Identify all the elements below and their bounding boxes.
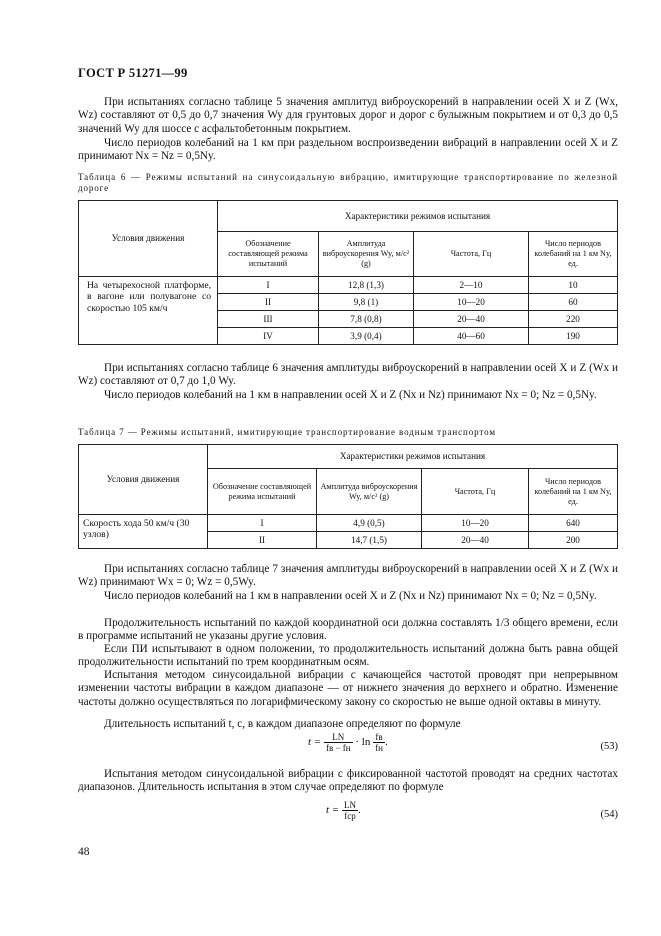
table-6-header-frequency: Частота, Гц — [414, 232, 529, 277]
table-7-header-frequency: Частота, Гц — [422, 469, 529, 515]
table-6-caption: Таблица 6 — Режимы испытаний на синусоидальную вибрацию, имитирующие транспортирование по железной дороге — [78, 172, 618, 193]
table-7-cell-frequency: 10—20 — [422, 515, 529, 532]
table-6-cell-periods: 10 — [529, 277, 618, 294]
table-6-cell-amplitude: 7,8 (0,8) — [319, 311, 414, 328]
paragraph-3: При испытаниях согласно таблице 6 значения амплитуды виброускорений в направлении осей X и Z (Wx и Wz) составляют от 0,7 до 1,0 Wy. — [78, 362, 618, 388]
table-7-header-mode: Обозначение составляющей режима испытаний — [208, 469, 317, 515]
paragraph-10: Длительность испытаний t, с, в каждом диапазоне определяют по формуле — [104, 718, 461, 730]
table-6 — [78, 200, 618, 345]
table-6-cell-amplitude: 9,8 (1) — [319, 294, 414, 311]
formula-53-denominator: fв − fн — [325, 743, 351, 753]
formula-53-ln-numerator: fв — [373, 732, 385, 743]
table-6-header-amplitude: Амплитуда виброускорения Wy, м/с² (g) — [319, 232, 414, 277]
table-6-cell-frequency: 40—60 — [414, 328, 529, 345]
table-6-cell-periods: 60 — [529, 294, 618, 311]
paragraph-5: При испытаниях согласно таблице 7 значения амплитуды виброускорений в направлении осей X и Z (Wx и Wz) принимают Wx = 0; Wz = 0,5Wy. — [78, 563, 618, 589]
table-6-condition: На четырехосной платформе, в вагоне или полувагоне со скоростью 105 км/ч — [79, 277, 218, 345]
table-6-cell-mode: III — [218, 311, 319, 328]
table-7-group-header: Характеристики режимов испытания — [208, 445, 618, 469]
table-7-condition: Скорость хода 50 км/ч (30 узлов) — [79, 515, 208, 549]
table-6-header-periods: Число периодов колебаний на 1 км Ny, ед. — [529, 232, 618, 277]
table-7-caption: Таблица 7 — Режимы испытаний, имитирующие транспортирование водным транспортом — [78, 427, 496, 437]
paragraph-11: Испытания методом синусоидальной вибрации с фиксированной частотой проводят на средних частотах диапазонов. Длительность испытания в этом случае определяют по формуле — [78, 768, 618, 794]
table-6-cell-amplitude: 12,8 (1,3) — [319, 277, 414, 294]
paragraph-4: Число периодов колебаний на 1 км в направлении осей X и Z (Nx и Nz) принимают Nx = 0; Nz = 0,5Ny. — [104, 389, 597, 401]
paragraph-7: Продолжительность испытаний по каждой координатной оси должна составлять 1/3 общего времени, если в программе испытаний не указаны другие условия. — [78, 617, 618, 643]
table-6-cell-periods: 220 — [529, 311, 618, 328]
formula-53-ln-denominator: fн — [375, 743, 383, 753]
page-number: 48 — [78, 846, 90, 858]
table-6-header-condition: Условия движения — [79, 201, 218, 277]
table-7-cell-frequency: 20—40 — [422, 532, 529, 549]
table-7 — [78, 444, 618, 549]
table-6-header-mode: Обозначение составляющей режима испытаний — [218, 232, 319, 277]
document-code: ГОСТ Р 51271—99 — [78, 66, 188, 80]
table-7-cell-mode: I — [208, 515, 317, 532]
formula-54-numerator: LN — [343, 800, 356, 810]
formula-53 — [78, 732, 618, 766]
paragraph-2: Число периодов колебаний на 1 км при раздельном воспроизведении вибраций в направлении осей X и Z принимают Nx = Nz = 0,5Ny. — [78, 137, 618, 163]
table-6-cell-frequency: 2—10 — [414, 277, 529, 294]
table-6-cell-mode: II — [218, 294, 319, 311]
formula-54-number: (54) — [600, 809, 618, 820]
table-6-cell-frequency: 10—20 — [414, 294, 529, 311]
formula-54-lhs: t = — [326, 804, 340, 817]
table-7-cell-amplitude: 14,7 (1,5) — [317, 532, 422, 549]
paragraph-9: Испытания методом синусоидальной вибрации с качающейся частотой проводят при непрерывном изменении частоты вибрации в каждом диапазоне — от нижнего значения до верхнего и обратно. Изменение частоты должно осуществляться по логарифмическому закону со скоростью не выше одной октавы в минуту. — [78, 669, 618, 708]
table-7-cell-mode: II — [208, 532, 317, 549]
formula-54-end: . — [357, 804, 361, 817]
table-7-cell-periods: 200 — [529, 532, 618, 549]
formula-53-number: (53) — [600, 741, 618, 752]
table-7-header-condition: Условия движения — [79, 445, 208, 515]
table-7-header-amplitude: Амплитуда виброускорения Wy, м/с² (g) — [317, 469, 422, 515]
table-7-header-periods: Число периодов колебаний на 1 км Ny, ед. — [529, 469, 618, 515]
formula-54-denominator: fср — [344, 811, 356, 821]
table-7-cell-amplitude: 4,9 (0,5) — [317, 515, 422, 532]
table-7-cell-periods: 640 — [529, 515, 618, 532]
formula-53-ln: · ln — [355, 736, 371, 749]
table-6-cell-mode: I — [218, 277, 319, 294]
formula-53-end: . — [384, 736, 388, 749]
table-6-cell-frequency: 20—40 — [414, 311, 529, 328]
paragraph-6: Число периодов колебаний на 1 км в направлении осей X и Z (Nx и Nz) принимают Nx = 0; Nz = 0,5Ny. — [104, 590, 597, 602]
formula-54 — [78, 800, 618, 834]
paragraph-8: Если ПИ испытывают в одном положении, то продолжительность испытаний должна быть равна общей продолжительности испытаний по трем координатным осям. — [78, 643, 618, 669]
formula-53-lhs: t = — [308, 736, 322, 749]
table-6-cell-amplitude: 3,9 (0,4) — [319, 328, 414, 345]
formula-53-numerator: LN — [324, 732, 353, 743]
paragraph-1: При испытаниях согласно таблице 5 значения амплитуд виброускорений в направлении осей X и Z (Wx, Wz) составляют от 0,5 до 0,7 значения Wy для грунтовых дорог и дорог с булыжным покрытием и от 0,3 до 0,5 значений Wy для шоссе с асфальтобетонным покрытием. — [78, 96, 618, 135]
table-6-cell-mode: IV — [218, 328, 319, 345]
table-6-group-header: Характеристики режимов испытания — [218, 201, 618, 232]
table-6-cell-periods: 190 — [529, 328, 618, 345]
